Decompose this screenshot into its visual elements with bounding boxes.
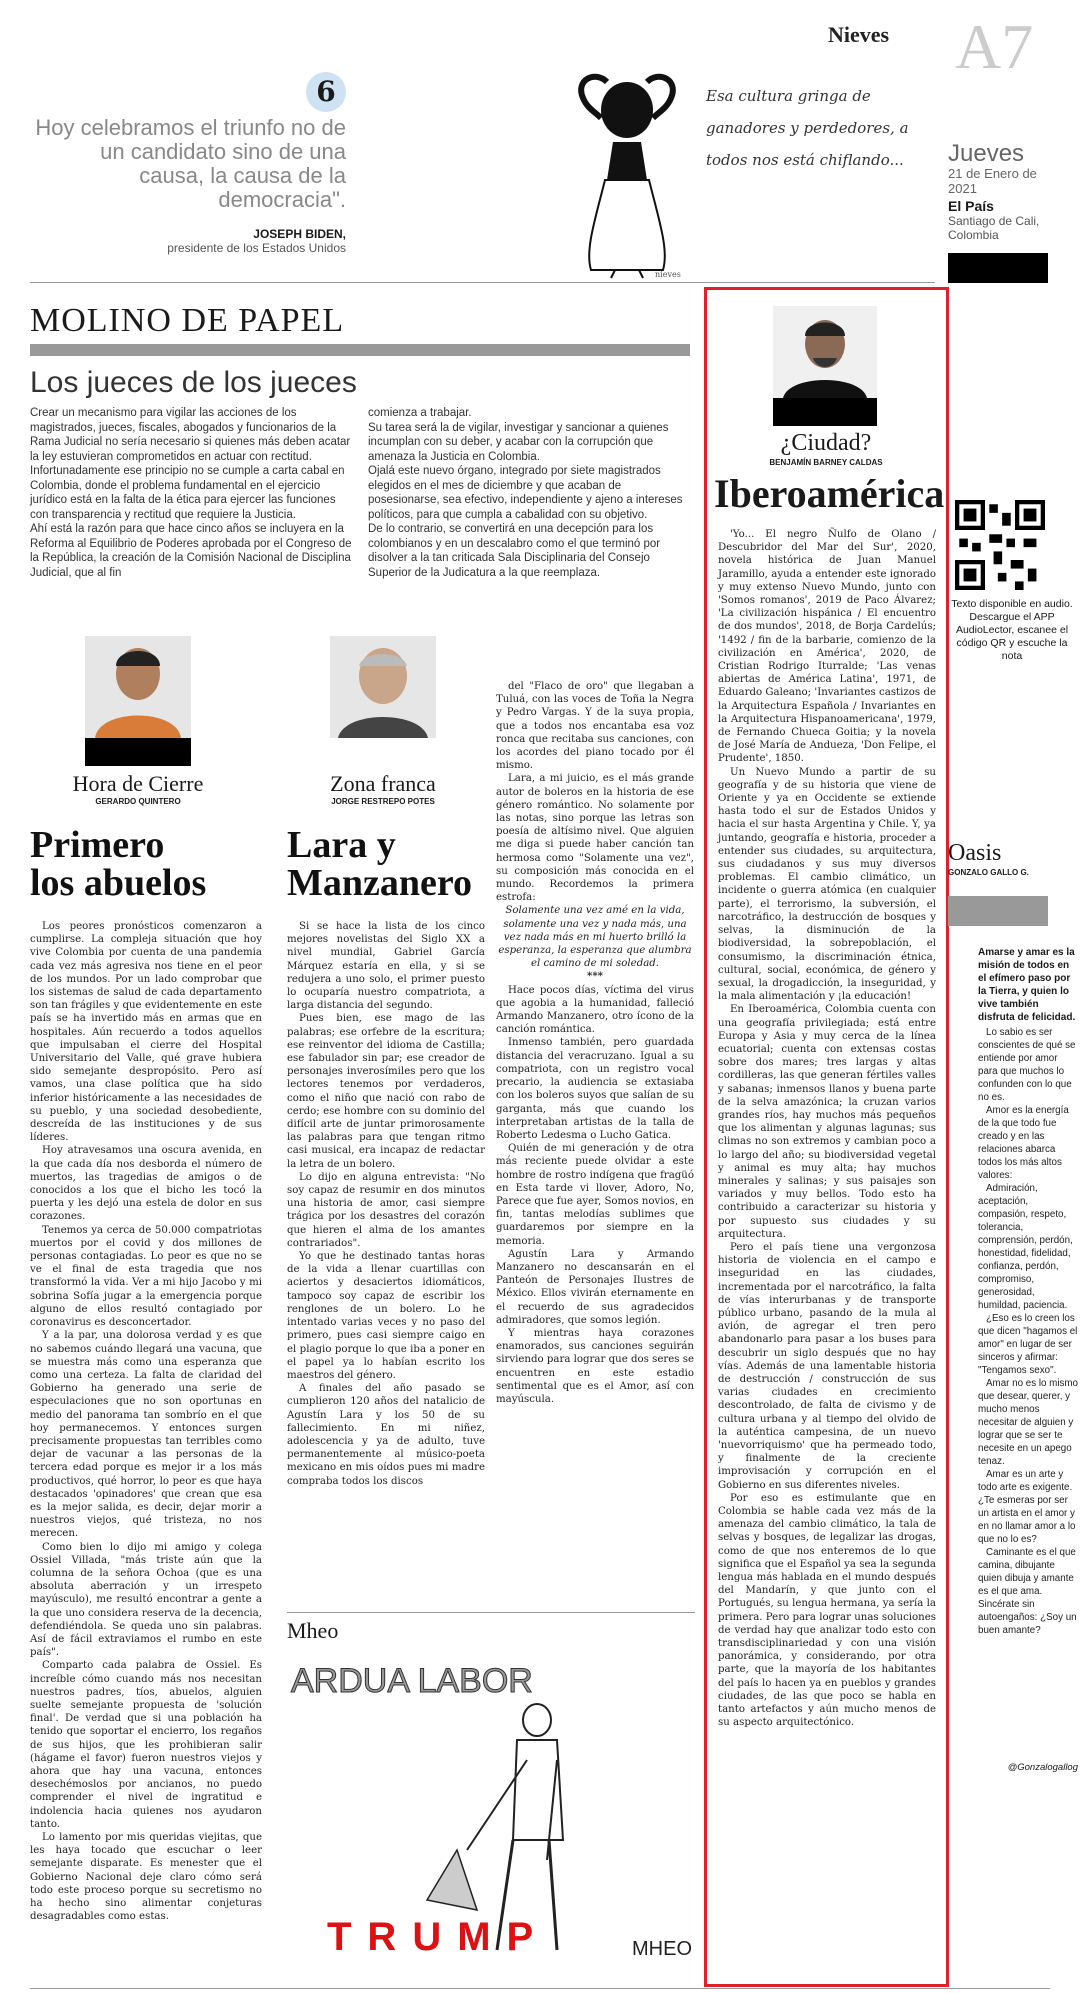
paragraph: Agustín Lara y Armando Manzanero no descansarán en el Panteón de Personajes Ilustres de México. Ellos vivirán eternamente en el recuerdo de sus agradecidos admiradores, que somos legión. [496, 1248, 694, 1326]
qr-caption: Texto disponible en audio. Descargue el APP AudioLector, escanee el código QR y escuche la nota [951, 598, 1073, 662]
author-photo [85, 636, 191, 738]
column-name: Zona franca [330, 771, 436, 796]
paragraph: Amor es la energía de la que todo fue creado y en las relaciones abarca todos los más altos valores: [978, 1105, 1069, 1181]
section-name: Nieves [828, 22, 890, 47]
paragraph: De lo contrario, se convertirá en una decepción para los colombianos y en un descalabro como el que terminó por disolver a la tan criticada Sala Disciplinaria del Consejo Superior de la Judicatura a la que reemplaza. [368, 523, 661, 579]
title-line: Manzanero [287, 862, 473, 904]
editorial-col-2 [368, 406, 688, 580]
paragraph: Crear un mecanismo para vigilar las acciones de los magistrados, jueces, fiscales, abogados y funcionarios de la Rama Judicial no sería necesario si quienes más deben acatar la ley estuvieran comprometidos en actuar con rectitud. [30, 407, 351, 463]
paragraph: Un Nuevo Mundo a partir de su geografía y de su historia que viene de Oriente y ya en Occidente se extiende hasta todo el sur de Estados Unidos y hacia el sur hasta Argentina y Chile. Y, ya juntando, geografía e historia, proceder a entender sus ciudades, su arquitectura, sus ciudadanos y sus muy diversos problemas. El cambio climático, un incidente o guerra atómica (en cualquier parte), el terrorismo, la subversión, el narcotráfico, la destrucción de bosques y selvas, la disminución de la biodiversidad, la sobrepoblación, el consumismo, la discriminación étnica, cultural, social, económica, de género y sexual, la drogadicción, la inseguridad, y la mala alimentación y ¡la educación! [718, 766, 936, 1003]
article-body [718, 528, 936, 1729]
paragraph: comienza a trabajar. [368, 407, 472, 419]
paragraph: En Iberoamérica, Colombia cuenta con una geografía privilegiada; está entre Europa y Asia y muy cerca de la línea ecuatorial; cuenta con extensas costas sobre dos mares; tres largas y altas cordilleras, las que generan fértiles valles y sabanas; inmensos llanos y buena parte de la selva amazónica; la cruzan varios grandes ríos, hay muchos más pequeños que los alimentan y algunas lagunas; sus climas no son extremos y cambian poco a lo largo del año; su biodiversidad vegetal y animal es muy alta; hay muchos minerales y salinas; y sus paisajes son variados y muy bellos. Todo esto ha contribuido a caracterizar su historia y por supuesto sus ciudades y su arquitectura. [718, 1004, 936, 1240]
poem: Solamente una vez amé en la vida, solamente una vez y nada más, una vez nada más en mi huerto brilló la esperanza, la esperanza que alumbra el camino de mi soledad. [498, 905, 692, 970]
cartoon-signature: MHEO [632, 1938, 692, 1960]
title-line: Primero [30, 824, 165, 866]
cartoon-caption: Esa cultura gringa de ganadores y perdedores, a todos nos está chiflando... [706, 87, 909, 169]
photo-caption-block [85, 738, 191, 766]
paragraph: A finales del año pasado se cumplieron 120 años del natalicio de Agustín Lara y los 50 de su fallecimiento. En mi niñez, adolescencia y ya de adulto, tuve permanentemente al músico-poeta mexicano en mis oídos pues mi madre compraba todos los discos [287, 1383, 485, 1487]
paragraph: Lo sabio es ser conscientes de qué se entiende por amor para que muchos lo confunden con lo que no es. [978, 1027, 1076, 1103]
paragraph: Lara, a mi juicio, es el más grande autor de boleros en la historia de ese género romántico. No solamente por las notas, sino porque las letras son poesía de altísimo nivel. Que alguien me diga si puede haber canción tan hermosa como "Solamente una vez", su composición más conocida en el mundo. Recordemos la primera estrofa: [496, 773, 694, 904]
column-author: JORGE RESTREPO POTES [331, 797, 435, 806]
quote-text: Hoy celebramos el triunfo no de un candidato sino de una causa, la causa de la democracia". [35, 115, 346, 212]
paragraph: Pues bien, ese mago de las palabras; ese orfebre de la escritura; ese reinventor del idioma de Castilla; ese fabulador sin par; ese creador de personajes inverosímiles pero que los lectores tenemos por verdaderos, como el niño que nació con rabo de cerdo; ese hombre con su dominio del difícil arte de juntar primorosamente las palabras para que tengan ritmo casi musical, era incapaz de redactar la letra de un bolero. [287, 1013, 485, 1170]
paragraph: Y mientras haya corazones enamorados, sus canciones seguirán sirviendo para lograr que dos seres se encuentren en este estadio sentimental que es el Amor, así con mayúscula. [496, 1327, 694, 1405]
gray-bar [30, 344, 690, 356]
paragraph: Yo que he destinado tantas horas de la vida a llenar cuartillas con aciertos y desaciertos idiomáticos, tampoco soy capaz de escribir los renglones de un bolero. Lo he intentado varias veces y no paso del primero, pues casi siempre caigo en el plagio porque lo que iba a poner en el papel ya lo habían escrito los maestros del género. [287, 1251, 485, 1381]
paragraph: Pero el país tiene una vergonzosa historia de violencia en el campo e inseguridad en las ciudades, incrementada por el narcotráfico, la falta de vías interurbanas y de transporte público urbano, pasando de la mula al avión, de agregar el tren pero abandonarlo para pasar a los buses para descubrir un siglo después que no hay vías. Además de una lamentable historia de destrucción / construcción de sus varias ciudades en crecimiento descontrolado, de falta de civismo y de cultura urbana y al tiempo del olvido de la auténtica campesina, de un nuevo 'nuevorriquismo' que ha permeado todo, y finalmente de la creciente improvisación y corrupción en el Gobierno en sus diferentes niveles. [718, 1241, 936, 1491]
paragraph: Hace pocos días, víctima del virus que agobia a la humanidad, falleció Armando Manzanero, otro ícono de la canción romántica. [496, 984, 694, 1036]
redaction-block [948, 253, 1048, 283]
column-name: Oasis [948, 840, 1002, 866]
paragraph: Amar es un arte y todo arte es exigente. ¿Te esmeras por ser un artista en el amor y en no llamar amor a lo que no lo es? [978, 1469, 1076, 1545]
paragraph: Tenemos ya cerca de 50.000 compatriotas muertos por el covid y dos millones de personas contagiadas. Lo peor es que no se ve el final de esta tragedia que nos transformó la vida. Ver a mi hijo Jacobo y mi sobrina Sofía jugar a la emergencia porque alguno de ellos resultó contagiado por coronavirus es desconcertador. [30, 1224, 262, 1329]
quote-badge: 6 [306, 72, 346, 112]
paragraph: del "Flaco de oro" que llegaban a Tuluá, con las voces de Toña la Negra y Pedro Vargas. Y de la suya propia, que a todos nos encantaba esa voz ronca que recitaba sus canciones, con los acordes del piano tocado por él mismo. [496, 681, 694, 772]
paragraph: Amar no es lo mismo que desear, querer, y mucho menos necesitar de alguien y lograr que se ser te necesite en un apego tenaz. [978, 1378, 1079, 1467]
paragraph: Lo lamento por mis queridas viejitas, que les haya tocado que escuchar o leer semejante disparate. Es menester que el Gobierno Nacional deje claro cómo será todo este proceso porque su secretismo no ha hecho sino alimentar conjeturas desagradables como estas. [30, 1832, 262, 1923]
article-body-continued [496, 680, 694, 1406]
newspaper-name: El País [948, 198, 994, 214]
paragraph: Su tarea será la de vigilar, investigar y sancionar a quienes incumplan con su deber, y acabar con la corrupción que amenaza la Justicia en Colombia. [368, 421, 669, 463]
paragraph: Lo dijo en alguna entrevista: "No soy capaz de resumir en dos minutos una historia de amor, casi siempre trágica por los desastres del corazón que hieren el alma de los amantes contrariados". [287, 1171, 485, 1249]
cartoon-title: ARDUA LABOR [291, 1662, 533, 1700]
paragraph: Si se hace la lista de los cinco mejores novelistas del Siglo XX a nivel mundial, Gabriel García Márquez estaría en ella, y si se redujera a uno solo, el primer puesto lo ocuparía nuestro compatriota, a larga distancia del segundo. [287, 921, 485, 1012]
paragraph: Los peores pronósticos comenzaron a cumplirse. La compleja situación que hoy vive Colombia por cuenta de una pandemia cada vez más agresiva nos tiene en el peor de los mundos. Por un lado comprobar que los sistemas de salud de cada departamento son tan frágiles y que evidentemente en este país se ha invertido más en armas que en hospitales. Aún recuerdo a todos aquellos que impulsaban el cierre del Hospital Universitario del Valle, qué grave hubiera sido semejante despropósito. Pero así vamos, una clase política que ha sido inferior históricamente a las necesidades de su pueblo, y una sociedad desobediente, descreída de las instituciones y de sus líderes. [30, 921, 262, 1144]
column-name: ¿Ciudad? [780, 430, 872, 456]
divider [30, 282, 935, 283]
qr-code-icon[interactable] [955, 500, 1045, 590]
date: 21 de Enero de 2021 [948, 166, 1037, 196]
lead-text: Amarse y amar es la misión de todos en el efímero paso por la Tierra, y quien lo vive también disfruta de felicidad. [978, 947, 1076, 1023]
paragraph: 'Yo... El negro Ñulfo de Olano / Descubridor del Mar del Sur', 2020, novela histórica de Juan Manuel Jaramillo, ayuda a entender este ignorado y muy extenso Nuevo Mundo, junto con 'Somos romanos', 2019 de Paco Álvarez; 'La civilización hispánica / El encuentro de dos mundos', 2018, de Borja Cardelús; '1492 / fin de la barbarie, comienzo de la civilización en América', 2020, de Cristian Rodrigo Iturralde; 'Las venas abiertas de América Latina', 1971, de Eduardo Galeano; 'Invariantes castizos de la Arquitectura Española / Invariantes en la Arquitectura Hispanoamericana', 1979, de Fernando Chueca Goitia; y la novela de José María de Andueza, 'Don Felipe, el Prudente', 1850. [718, 529, 936, 765]
gray-bar [948, 896, 1048, 926]
article-title [287, 826, 487, 902]
editorial-col-1 [30, 406, 356, 580]
column-author: GONZALO GALLO G. [948, 868, 1029, 877]
column-author: BENJAMÍN BARNEY CALDAS [769, 458, 883, 467]
author-handle: @Gonzalogallog [1007, 1762, 1078, 1773]
paragraph: Admiración, aceptación, compasión, respeto, tolerancia, comprensión, perdón, honestidad, fidelidad, confianza, perdón, compromiso, generosidad, humildad, paciencia. [978, 1183, 1073, 1311]
title-line: Lara y [287, 824, 396, 866]
cartoon-word: TRUMP [327, 1915, 550, 1959]
cartoon-signature: nieves [655, 270, 681, 279]
section-title: MOLINO DE PAPEL [30, 302, 345, 339]
author-photo [773, 306, 877, 398]
paragraph: Caminante es el que camina, dibujante quien dibuja y amante es el que ama. Sincérate sin autoengaños: ¿Soy un buen amante? [978, 1547, 1077, 1636]
city: Santiago de Cali, Colombia [948, 214, 1040, 242]
paragraph: Comparto cada palabra de Ossiel. Es increíble cómo cuando más nos necesitan nuestros padres, tíos, abuelos, alguien suelte semejante propuesta de 'solución final'. De verdad que si una población ha tenido que soportar el encierro, los regaños de sus hijos, que les prohibieran salir (hágame el favor) fueron nuestros viejos y ahora que hay una vacuna, entonces desechémoslos por ancianos, no puedo comprender el nivel de ingratitud e indolencia hacia quienes nos ayudaron tanto. [30, 1660, 262, 1830]
quote-author: JOSEPH BIDEN, [253, 227, 346, 241]
paragraph: Hoy atravesamos una oscura avenida, en la que cada día nos desborda el número de muertos, las tragedias de amigos o de conocidos a los que el bicho les tocó la puerta y les dejó una estela de dolor en sus corazones. [30, 1145, 262, 1223]
article-title: Iberoamérica [714, 471, 945, 516]
editorial-title: Los jueces de los jueces [30, 366, 357, 399]
cartoon-section-label: Mheo [287, 1618, 339, 1643]
article-body [978, 1026, 1078, 1637]
column-author: GERARDO QUINTERO [95, 797, 181, 806]
paragraph: Inmenso también, pero guardada distancia del veracruzano. Igual a su compatriota, con un registro vocal precario, la audiencia se extasiaba con los boleros suyos que salían de su garganta, más que cuando los interpretaban artistas de la talla de Roberto Ledesma o Lucho Gatica. [496, 1037, 694, 1141]
paragraph: Como bien lo dijo mi amigo y colega Ossiel Villada, "más triste aún que la columna de la señora Ochoa (que es una absoluta aberración y un irrespeto mayúsculo), me resultó encontrar a gente a la que uno considera reserva de la decencia, defendiéndola. Se queda uno sin palabras. Así de fácil extraviamos el rumbo en este país". [30, 1541, 262, 1659]
paragraph: Quién de mi generación y de otra más reciente puede olvidar a este hombre de rostro indígena que fragüó en Esta tarde vi llover, Adoro, No, Parece que fue ayer, Somos novios, en fin, tantas melodías sublimes que guardaremos por siempre en la memoria. [496, 1143, 694, 1247]
paragraph: Ahí está la razón para que hace cinco años se incluyera en la Reforma al Equilibrio de Poderes aprobada por el Congreso de la República, la creación de la Comisión Nacional de Disciplina Judicial, que al fin [30, 523, 352, 579]
paragraph: Por eso es estimulante que en Colombia se hable cada vez más de la amenaza del cambio climático, la tala de selvas y bosques, de legalizar las drogas, como de que nos enteremos de lo que significa que el Español ya sea la segunda lengua más hablada en el mundo después del Mandarín, y que junto con el Portugués, su lengua hermana, ya sería la primera. Pero para lograr unas soluciones de verdad hay que analizar todo esto con transdisciplinariedad y con una visión panorámica, y considerando, por otra parte, que la mayoría de los habitantes del país lo hacen ya en pueblos y grandes ciudades, de las que poco se habla en tanto artefactos y aún mucho menos de su aspecto arquitectónico. [718, 1492, 936, 1729]
article-body [30, 920, 262, 1923]
article-title [30, 826, 260, 902]
page-number: A7 [955, 11, 1034, 82]
paragraph: Y a la par, una dolorosa verdad y es que no sabemos cuándo llegará una vacuna, que se muestra más como una esperanza que como una certeza. La falta de claridad del Gobierno ha generado una serie de especulaciones que no son oportunas en medio del panorama tan sombrío en el que hoy permanecemos. Y entonces surgen precisamente propuestas tan terribles como dejar de vacunar a las personas de la tercera edad porque es mejor ir a los más productivos, qué horror, lo peor es que haya destacados 'opinadores' que crean que esa es la mejor salida, es decir, dejar morir a nuestros viejos, qué tristeza, no nos merecen. [30, 1330, 262, 1540]
column-name: Hora de Cierre [72, 771, 204, 796]
title-line: los abuelos [30, 862, 207, 904]
weekday: Jueves [948, 140, 1025, 167]
cartoon-illustration [287, 1650, 697, 1980]
paragraph: Ojalá este nuevo órgano, integrado por siete magistrados elegidos en el mes de diciembre y que acaban de posesionarse, sea efectivo, independiente y ajeno a intereses políticos, para que cumpla a cabalidad con su objetivo. [368, 465, 683, 521]
cartoon-figure [555, 70, 700, 280]
divider [30, 1988, 1050, 1989]
photo-caption-block [773, 398, 877, 426]
paragraph: ¿Eso es lo creen los que dicen "hagamos el amor" en lugar de ser sinceros y afirmar: "Tengamos sexo". [978, 1313, 1078, 1376]
article-body [287, 920, 485, 1488]
paragraph: Infortunadamente ese principio no se cumple a carta cabal en Colombia, donde el problema fundamental en el ejercicio jurídico está en la falta de la ética para ejercer las funciones con transparencia y rectitud que requiere la Justicia. [30, 465, 345, 521]
quote-role: presidente de los Estados Unidos [167, 241, 346, 255]
divider [287, 1612, 695, 1613]
separator-stars: *** [587, 970, 603, 983]
author-photo [330, 636, 436, 738]
